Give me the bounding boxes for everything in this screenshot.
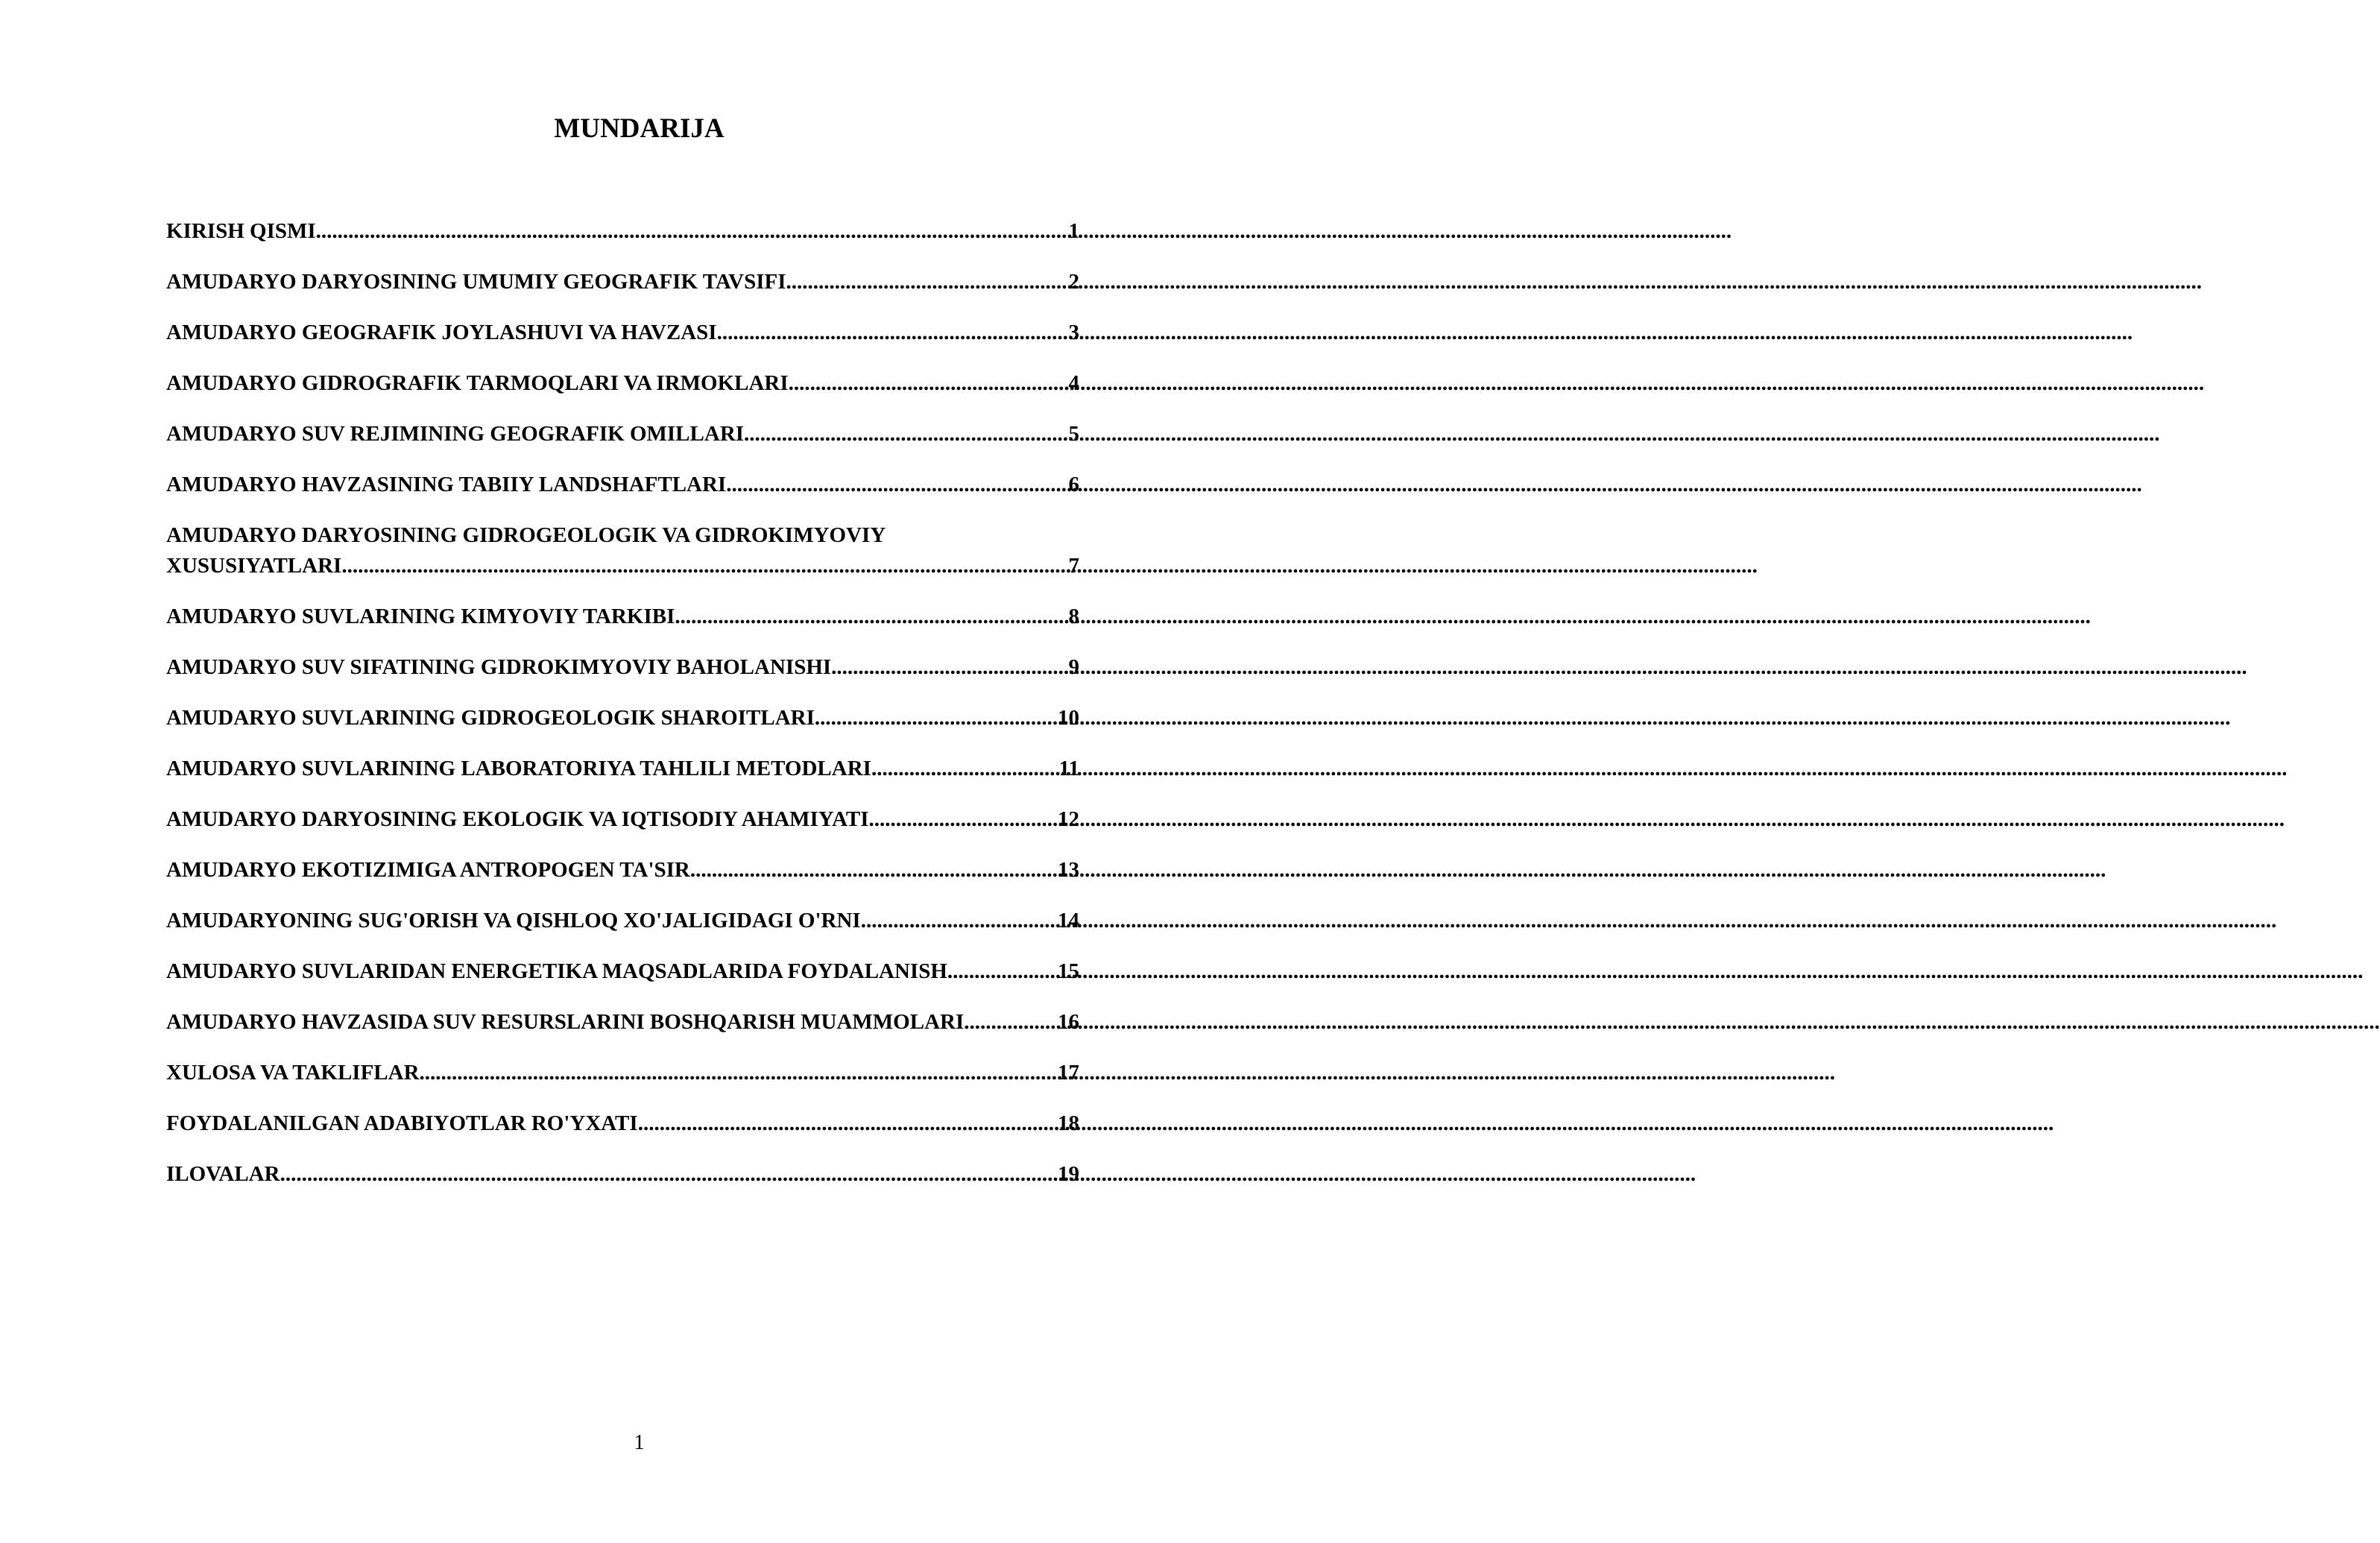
- toc-entry-label: AMUDARYO HAVZASINING TABIIY LANDSHAFTLARI: [166, 473, 727, 496]
- toc-row: [166, 602, 1079, 632]
- toc-page-number: 17: [1058, 1061, 1079, 1085]
- toc-entry-label: AMUDARYO SUV REJIMINING GEOGRAFIK OMILLARI: [166, 422, 745, 446]
- toc-leader-dots: [869, 804, 1058, 835]
- toc-leader-dots: [726, 470, 1068, 500]
- toc-entry-ilovalar[interactable]: [166, 1159, 1079, 1190]
- toc-entry-sugorish[interactable]: [166, 906, 1079, 936]
- toc-page-number: 6: [1068, 473, 1079, 496]
- toc-row: [166, 1058, 1079, 1088]
- toc-row: [166, 419, 1079, 449]
- toc-entry-label: AMUDARYO DARYOSINING EKOLOGIK VA IQTISODIY AHAMIYATI: [166, 807, 869, 831]
- toc-entry-gidrogeologik-gidrokimyoviy[interactable]: [166, 520, 1079, 581]
- toc-leader-dots: [744, 419, 1068, 449]
- toc-entry-kirish[interactable]: [166, 216, 1079, 247]
- toc-leader-dots: [341, 551, 1068, 581]
- toc-entry-xulosa[interactable]: [166, 1058, 1079, 1088]
- toc-leader-dots: [280, 1159, 1058, 1190]
- toc-entry-label: FOYDALANILGAN ADABIYOTLAR RO'YXATI: [166, 1111, 638, 1135]
- toc-entry-label: AMUDARYONING SUG'ORISH VA QISHLOQ XO'JALIGIDAGI O'RNI: [166, 909, 861, 933]
- toc-entry-label: AMUDARYO GIDROGRAFIK TARMOQLARI VA IRMOKLARI: [166, 371, 789, 395]
- toc-page-number: 9: [1068, 655, 1079, 679]
- toc-entry-label: AMUDARYO SUVLARINING KIMYOVIY TARKIBI: [166, 605, 675, 628]
- toc-page-number: 11: [1058, 757, 1079, 780]
- toc-entry-label: AMUDARYO SUV SIFATINING GIDROKIMYOVIY BAHOLANISHI: [166, 655, 832, 679]
- toc-leader-dots: [861, 906, 1058, 936]
- table-of-contents: [166, 216, 1079, 1210]
- toc-entry-landshaftlari[interactable]: [166, 470, 1079, 500]
- toc-row: [166, 703, 1079, 733]
- toc-leader-dots: [717, 318, 1069, 348]
- toc-row: [166, 318, 1079, 348]
- toc-page-number: 13: [1058, 858, 1079, 882]
- toc-leader-dots: [786, 267, 1068, 297]
- toc-entry-label-line1: AMUDARYO DARYOSINING GIDROGEOLOGIK VA GIDROKIMYOVIY: [166, 523, 886, 547]
- toc-entry-gidrografik[interactable]: [166, 368, 1079, 399]
- toc-page-number: 10: [1058, 706, 1079, 730]
- toc-page-number: 2: [1068, 270, 1079, 294]
- toc-entry-label: AMUDARYO SUVLARINING GIDROGEOLOGIK SHAROITLARI: [166, 706, 815, 730]
- toc-leader-dots: [675, 602, 1068, 632]
- toc-page-number: 4: [1068, 371, 1079, 395]
- toc-leader-dots: [316, 216, 1069, 247]
- toc-entry-kimyoviy-tarkibi[interactable]: [166, 602, 1079, 632]
- toc-entry-ekologik-iqtisodiy[interactable]: [166, 804, 1079, 835]
- toc-leader-dots: [947, 956, 1058, 987]
- toc-entry-label: XUSUSIYATLARI: [166, 554, 342, 578]
- toc-page-number: 16: [1058, 1010, 1079, 1034]
- toc-leader-dots: [964, 1007, 1058, 1038]
- toc-entry-label: AMUDARYO DARYOSINING UMUMIY GEOGRAFIK TAVSIFI: [166, 270, 786, 294]
- toc-row: [166, 216, 1079, 247]
- toc-page-number: 3: [1068, 321, 1079, 344]
- toc-row: [166, 956, 1079, 987]
- toc-row: [166, 652, 1079, 683]
- toc-entry-energetika[interactable]: [166, 956, 1079, 987]
- document-title: MUNDARIJA: [554, 113, 725, 144]
- toc-page-number: 19: [1058, 1162, 1079, 1186]
- toc-row: [166, 470, 1079, 500]
- toc-entry-label: XULOSA VA TAKLIFLAR: [166, 1061, 420, 1085]
- toc-entry-label: AMUDARYO SUVLARINING LABORATORIYA TAHLILI METODLARI: [166, 757, 871, 780]
- toc-entry-label: AMUDARYO EKOTIZIMIGA ANTROPOGEN TA'SIR: [166, 858, 690, 882]
- toc-leader-dots: [690, 855, 1058, 886]
- toc-page-number: 12: [1058, 807, 1079, 831]
- toc-row: [166, 267, 1079, 297]
- toc-entry-label: KIRISH QISMI: [166, 219, 316, 243]
- toc-leader-dots: [831, 652, 1068, 683]
- toc-row: [166, 906, 1079, 936]
- toc-page-number: 8: [1068, 605, 1079, 628]
- toc-entry-gidrogeologik-sharoitlari[interactable]: [166, 703, 1079, 733]
- toc-row: [166, 804, 1079, 835]
- toc-row: [166, 855, 1079, 886]
- toc-page-number: 5: [1068, 422, 1079, 446]
- toc-page-number: 18: [1058, 1111, 1079, 1135]
- toc-row: [166, 1159, 1079, 1190]
- toc-leader-dots: [871, 754, 1059, 784]
- toc-entry-antropogen[interactable]: [166, 855, 1079, 886]
- toc-page-number: 14: [1058, 909, 1079, 933]
- toc-entry-adabiyotlar[interactable]: [166, 1108, 1079, 1139]
- toc-leader-dots: [420, 1058, 1058, 1088]
- toc-entry-laboratoriya[interactable]: [166, 754, 1079, 784]
- toc-row: [166, 754, 1079, 784]
- toc-entry-label: ILOVALAR: [166, 1162, 280, 1186]
- toc-entry-resurslarini-boshqarish[interactable]: [166, 1007, 1079, 1038]
- toc-entry-label: AMUDARYO HAVZASIDA SUV RESURSLARINI BOSHQARISH MUAMMOLARI: [166, 1010, 965, 1034]
- toc-entry-suv-rejimi[interactable]: [166, 419, 1079, 449]
- toc-row: [166, 1007, 1079, 1038]
- toc-row: [166, 1108, 1079, 1139]
- toc-leader-dots: [815, 703, 1058, 733]
- toc-leader-dots: [789, 368, 1069, 399]
- toc-entry-joylashuvi[interactable]: [166, 318, 1079, 348]
- toc-page-number: 7: [1068, 554, 1079, 578]
- toc-entry-umumiy-geografik[interactable]: [166, 267, 1079, 297]
- toc-entry-label: AMUDARYO GEOGRAFIK JOYLASHUVI VA HAVZASI: [166, 321, 717, 344]
- page-number: 1: [634, 1430, 645, 1454]
- toc-row: [166, 551, 1079, 581]
- toc-entry-sifat-baholanishi[interactable]: [166, 652, 1079, 683]
- toc-leader-dots: [638, 1108, 1058, 1139]
- toc-page-number: 1: [1068, 219, 1079, 243]
- toc-row: [166, 368, 1079, 399]
- toc-entry-label: AMUDARYO SUVLARIDAN ENERGETIKA MAQSADLARIDA FOYDALANISH: [166, 959, 947, 983]
- toc-page-number: 15: [1058, 959, 1079, 983]
